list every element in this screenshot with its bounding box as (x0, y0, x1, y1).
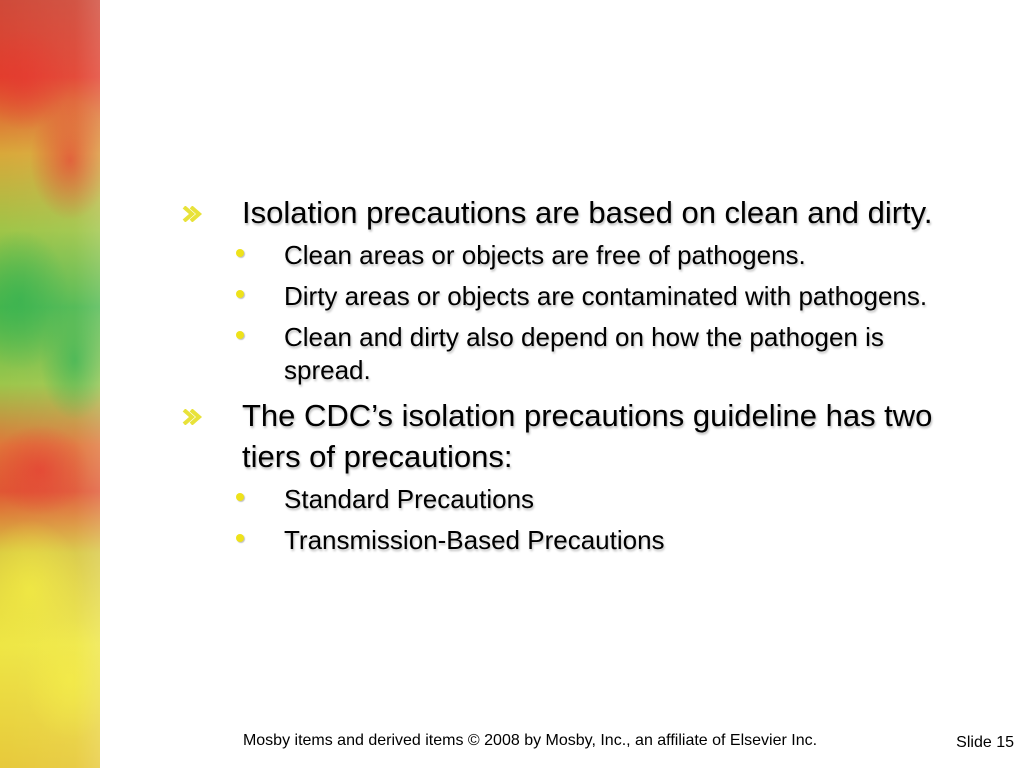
bullet-level2 (180, 239, 960, 272)
slide-body (180, 192, 960, 565)
dot-bullet-icon (236, 524, 252, 557)
bullet-level2 (180, 524, 960, 557)
bullet-text: Isolation precautions are based on clean and dirty. (242, 195, 933, 230)
dot-bullet-icon (236, 280, 252, 313)
bullet-text: The CDC’s isolation precautions guideline has two tiers of precautions: (242, 398, 933, 474)
bullet-level2 (180, 483, 960, 516)
slide-number: Slide 15 (956, 734, 1014, 751)
sub-bullet-text: Dirty areas or objects are contaminated with pathogens. (284, 281, 928, 311)
decorative-gradient-band (0, 0, 100, 768)
sub-bullet-text: Clean areas or objects are free of pathogens. (284, 240, 806, 270)
bullet-level2 (180, 321, 960, 387)
sub-bullet-text: Standard Precautions (284, 484, 535, 514)
sub-bullet-text: Transmission-Based Precautions (284, 525, 665, 555)
bullet-level1 (180, 395, 960, 477)
sub-bullet-text: Clean and dirty also depend on how the pathogen is spread. (284, 322, 884, 385)
arrow-bullet-icon (182, 192, 206, 233)
arrow-bullet-icon (182, 395, 206, 436)
dot-bullet-icon (236, 483, 252, 516)
bullet-level2 (180, 280, 960, 313)
footer-copyright: Mosby items and derived items © 2008 by Mosby, Inc., an affiliate of Elsevier Inc. (242, 732, 818, 749)
dot-bullet-icon (236, 321, 252, 354)
dot-bullet-icon (236, 239, 252, 272)
bullet-level1 (180, 192, 960, 233)
